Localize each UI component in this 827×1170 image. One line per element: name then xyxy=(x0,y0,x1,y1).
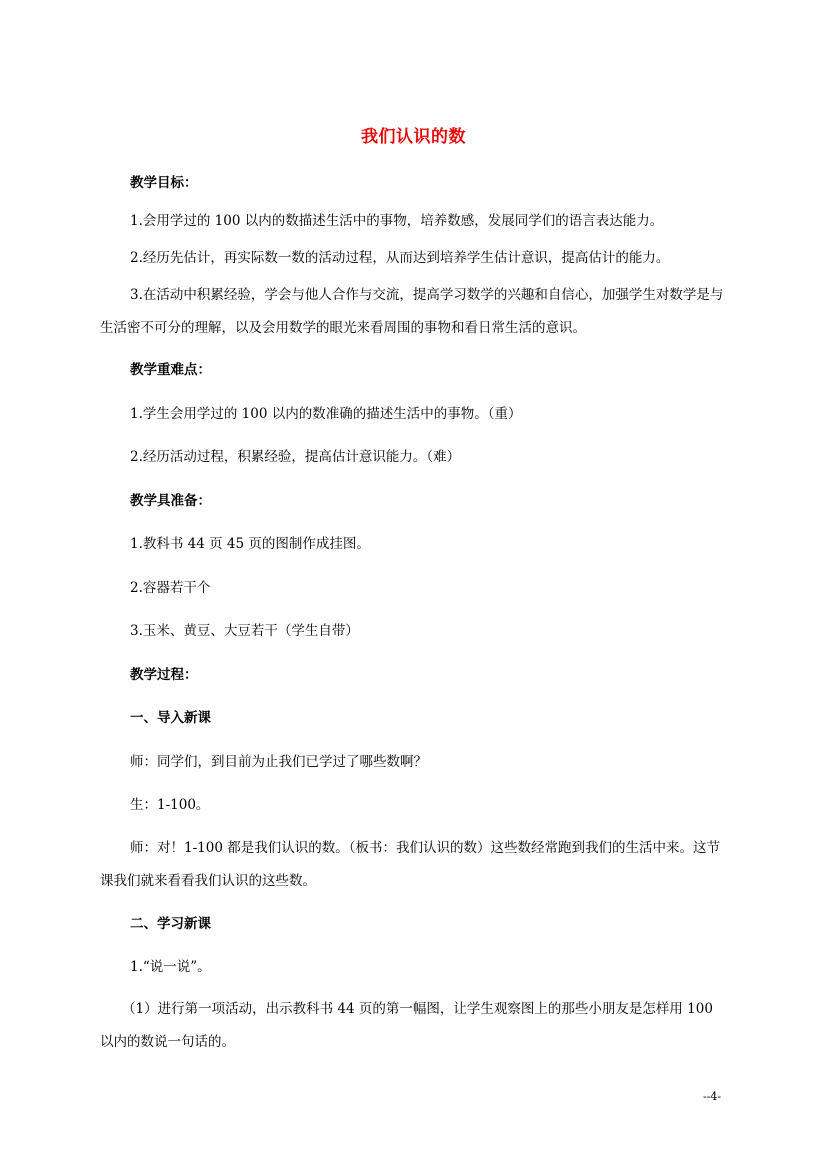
objective-item-3: 3.在活动中积累经验，学会与他人合作与交流，提高学习数学的兴趣和自信心，加强学生对数学是与生活密不可分的理解，以及会用数学的眼光来看周围的事物和看日常生活的意识。 xyxy=(100,287,724,336)
dialogue-line-2: 生：1-100。 xyxy=(130,797,210,813)
dialogue-line-3: 师：对！1-100 都是我们认识的数。（板书：我们认识的数）这些数经常跑到我们的生活中来。这节课我们就来看看我们认识的这些数。 xyxy=(100,840,720,889)
material-item-1: 1.教科书 44 页 45 页的图制作成挂图。 xyxy=(130,536,370,552)
activity-line-2: （1）进行第一项活动，出示教科书 44 页的第一幅图，让学生观察图上的那些小朋友是怎样用 100 以内的数说一句话的。 xyxy=(100,1001,713,1050)
objectives-heading: 教学目标： xyxy=(130,175,198,191)
page-number: --4- xyxy=(703,1090,722,1103)
objective-item-2: 2.经历先估计，再实际数一数的活动过程，从而达到培养学生估计意识，提高估计的能力。 xyxy=(130,250,670,266)
section-2-heading: 二、学习新课 xyxy=(130,916,211,932)
keypoints-heading: 教学重难点： xyxy=(130,362,211,378)
keypoint-item-2: 2.经历活动过程，积累经验，提高估计意识能力。（难） xyxy=(130,449,461,465)
keypoint-item-1: 1.学生会用学过的 100 以内的数准确的描述生活中的事物。（重） xyxy=(130,406,522,422)
section-1-heading: 一、导入新课 xyxy=(130,710,211,726)
activity-line-1: 1.“说一说”。 xyxy=(130,959,211,975)
material-item-2: 2.容器若干个 xyxy=(130,580,211,596)
material-item-3: 3.玉米、黄豆、大豆若干（学生自带） xyxy=(130,623,359,639)
materials-heading: 教学具准备： xyxy=(130,493,211,509)
process-heading: 教学过程： xyxy=(130,667,198,683)
document-title: 我们认识的数 xyxy=(361,127,466,147)
dialogue-line-1: 师：同学们，到目前为止我们已学过了哪些数啊？ xyxy=(130,754,427,770)
objective-item-1: 1.会用学过的 100 以内的数描述生活中的事物，培养数感，发展同学们的语言表达能力。 xyxy=(130,213,664,229)
